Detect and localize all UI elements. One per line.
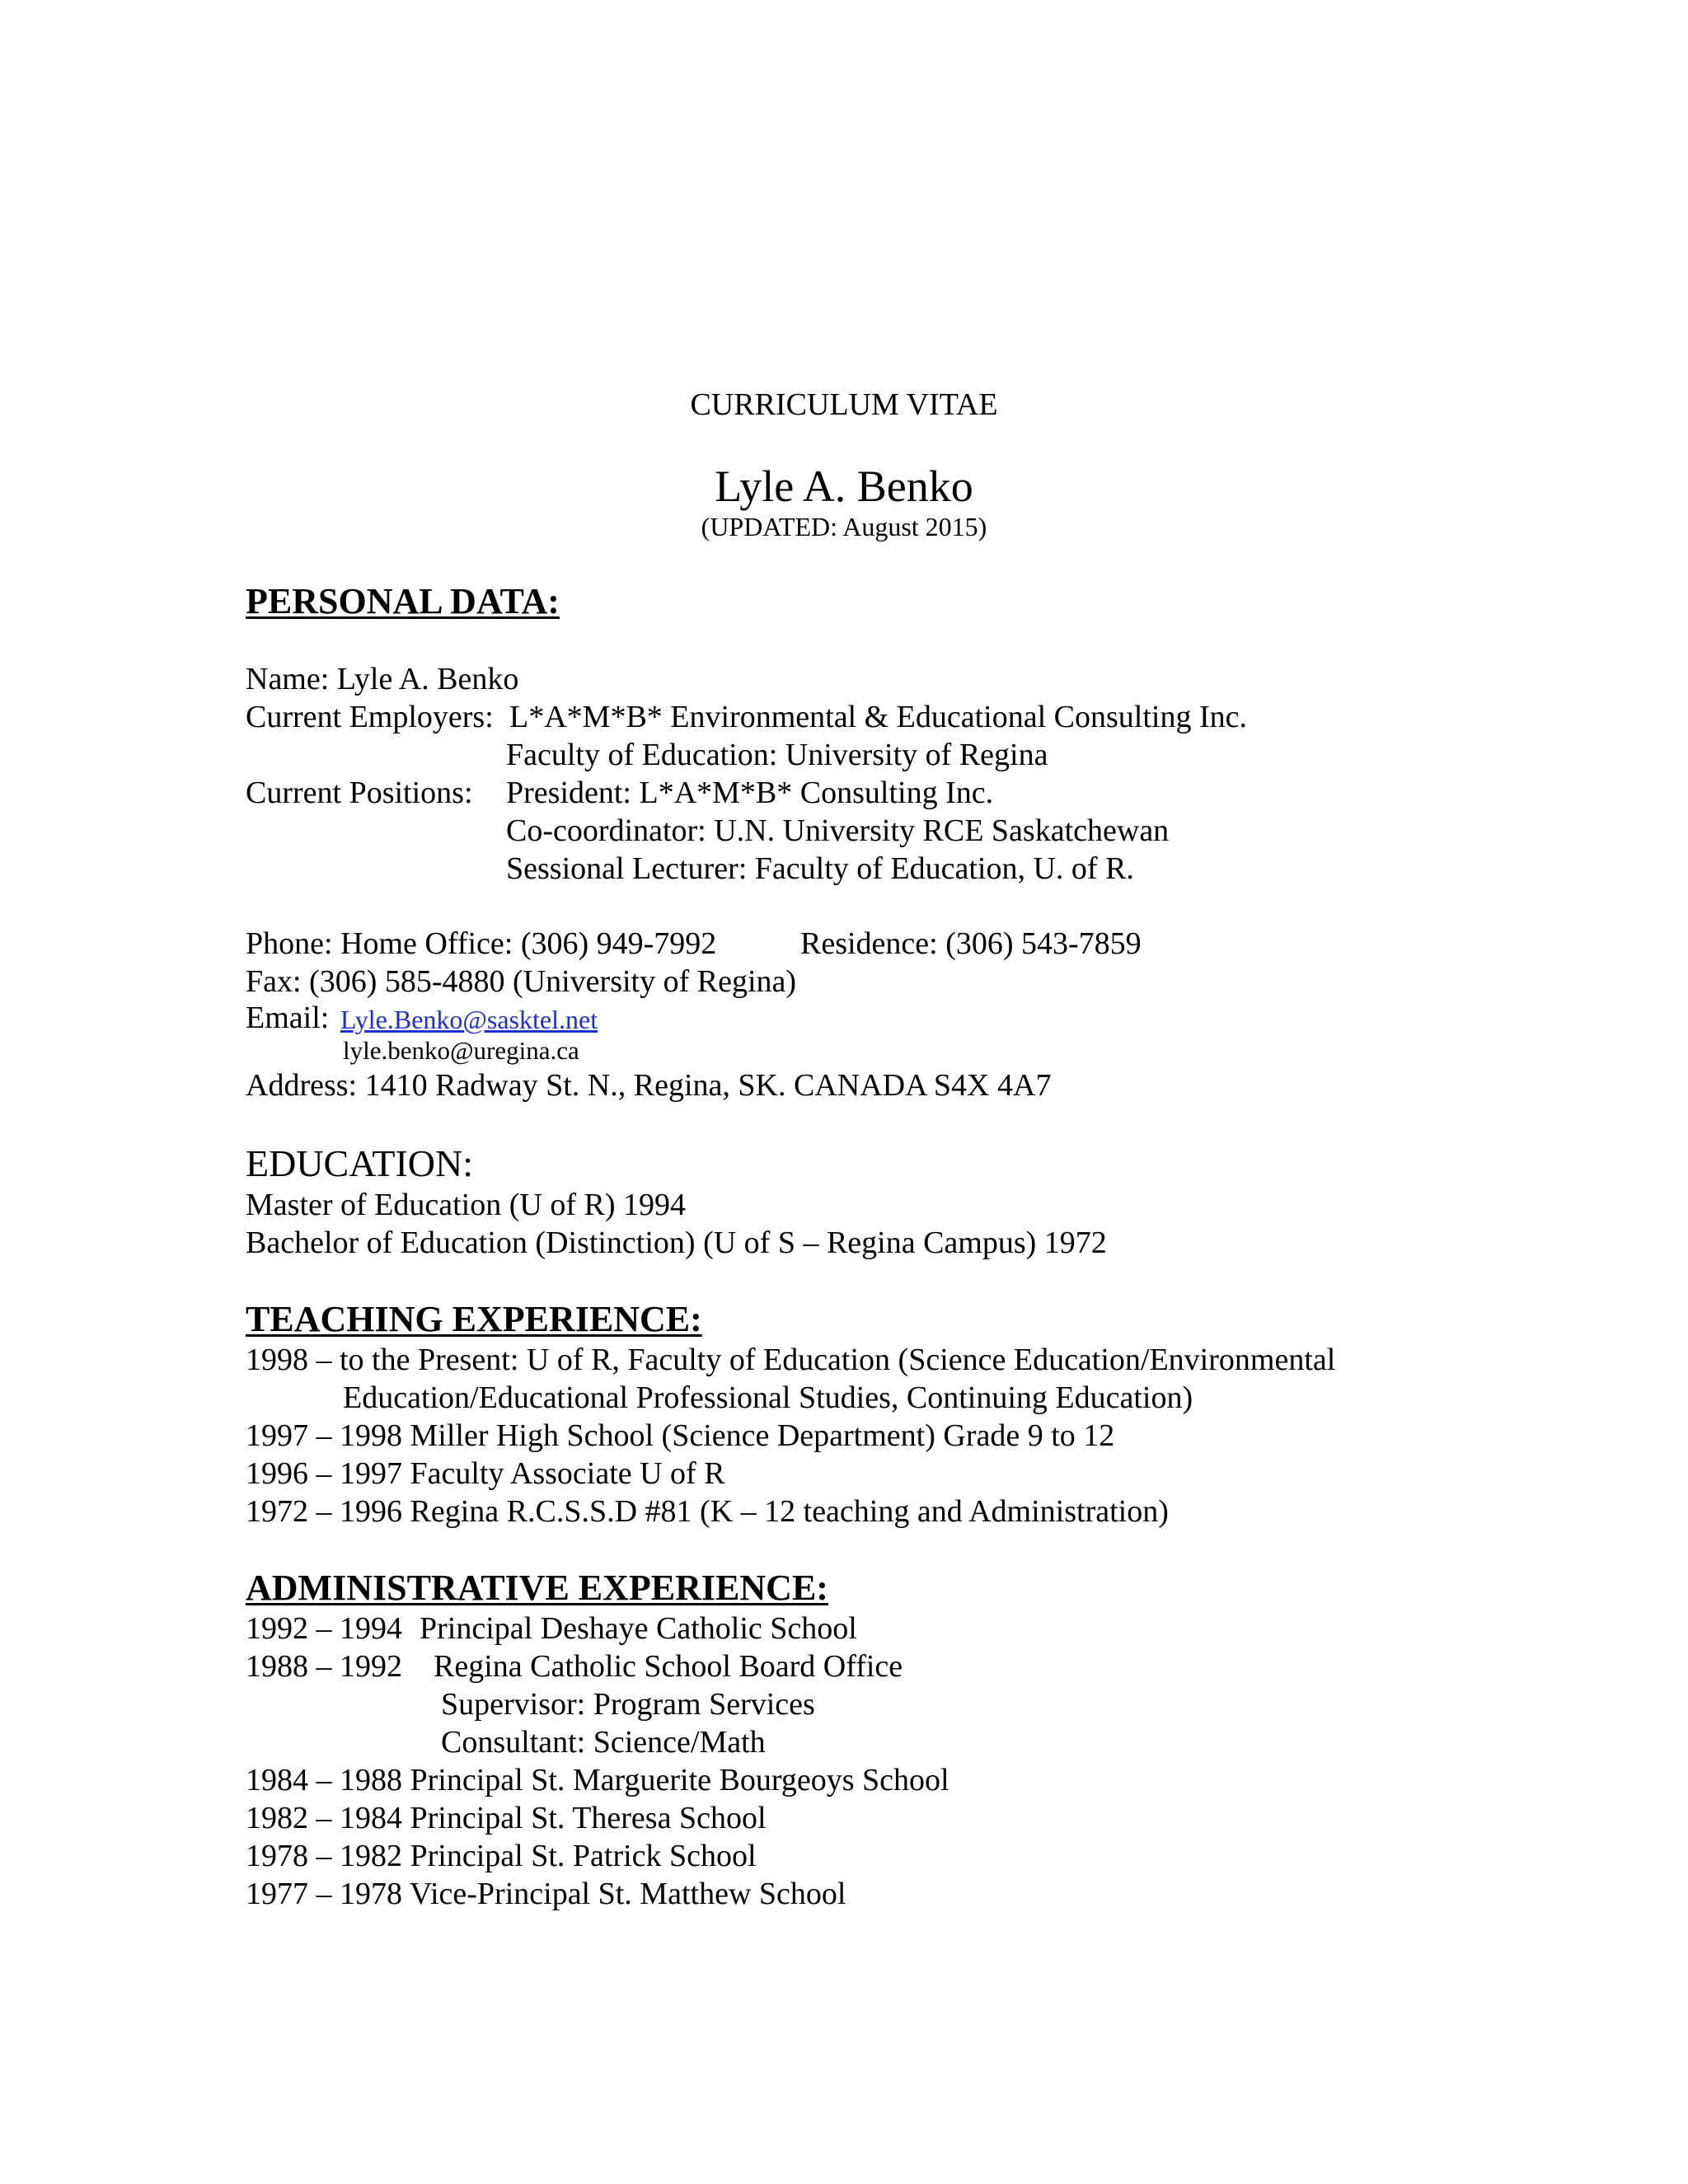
employer-2: Faculty of Education: University of Regina — [506, 738, 1048, 772]
address-line: Address: 1410 Radway St. N., Regina, SK. CANADA S4X 4A7 — [246, 1068, 1052, 1103]
education-item: Bachelor of Education (Distinction) (U of S – Regina Campus) 1972 — [246, 1226, 1107, 1260]
positions-label: Current Positions: — [246, 776, 473, 810]
education-heading: EDUCATION: — [246, 1142, 473, 1184]
admin-item-2-sub-1: Supervisor: Program Services — [441, 1687, 815, 1722]
teaching-item-1-line-2: Education/Educational Professional Studies, Continuing Education) — [343, 1380, 1193, 1415]
admin-item-5: 1978 – 1982 Principal St. Patrick School — [246, 1839, 757, 1873]
administrative-experience-heading: ADMINISTRATIVE EXPERIENCE: — [246, 1568, 828, 1608]
personal-data-heading: PERSONAL DATA: — [246, 581, 560, 621]
teaching-item-3: 1996 – 1997 Faculty Associate U of R — [246, 1456, 725, 1491]
fax-line: Fax: (306) 585-4880 (University of Regina) — [246, 964, 797, 999]
position-2: Co-coordinator: U.N. University RCE Saskatchewan — [506, 813, 1170, 848]
email-uregina: lyle.benko@uregina.ca — [343, 1036, 579, 1065]
email-link-sasktel[interactable]: Lyle.Benko@sasktel.net — [340, 1005, 598, 1034]
document-title: CURRICULUM VITAE — [690, 387, 998, 422]
admin-item-2-text: Regina Catholic School Board Office — [434, 1649, 903, 1684]
admin-item-3: 1984 – 1988 Principal St. Marguerite Bourgeoys School — [246, 1763, 950, 1797]
admin-item-6: 1977 – 1978 Vice-Principal St. Matthew School — [246, 1877, 846, 1911]
person-name: Lyle A. Benko — [715, 462, 973, 511]
position-1: President: L*A*M*B* Consulting Inc. — [506, 776, 994, 810]
teaching-item-1-line-1: 1998 – to the Present: U of R, Faculty of Education (Science Education/Environmental — [246, 1343, 1336, 1377]
teaching-item-2: 1997 – 1998 Miller High School (Science Department) Grade 9 to 12 — [246, 1418, 1115, 1453]
residence-line: Residence: (306) 543-7859 — [800, 926, 1142, 961]
position-3: Sessional Lecturer: Faculty of Education, U. of R. — [506, 851, 1134, 886]
employer-1: L*A*M*B* Environmental & Educational Consulting Inc. — [509, 700, 1247, 734]
admin-item-2-sub-2: Consultant: Science/Math — [441, 1725, 766, 1760]
education-item: Master of Education (U of R) 1994 — [246, 1188, 686, 1222]
email-label: Email: — [246, 1001, 330, 1035]
teaching-experience-heading: TEACHING EXPERIENCE: — [246, 1299, 702, 1339]
name-line: Name: Lyle A. Benko — [246, 662, 519, 696]
admin-item-4: 1982 – 1984 Principal St. Theresa School — [246, 1801, 767, 1835]
admin-item-1-years: 1992 – 1994 — [246, 1611, 402, 1646]
teaching-item-4: 1972 – 1996 Regina R.C.S.S.D #81 (K – 12 teaching and Administration) — [246, 1494, 1169, 1529]
admin-item-1-text: Principal Deshaye Catholic School — [420, 1611, 857, 1646]
updated-date: (UPDATED: August 2015) — [701, 512, 987, 541]
phone-line: Phone: Home Office: (306) 949-7992 — [246, 926, 717, 961]
employers-label: Current Employers: — [246, 700, 494, 734]
admin-item-2-years: 1988 – 1992 — [246, 1649, 402, 1684]
